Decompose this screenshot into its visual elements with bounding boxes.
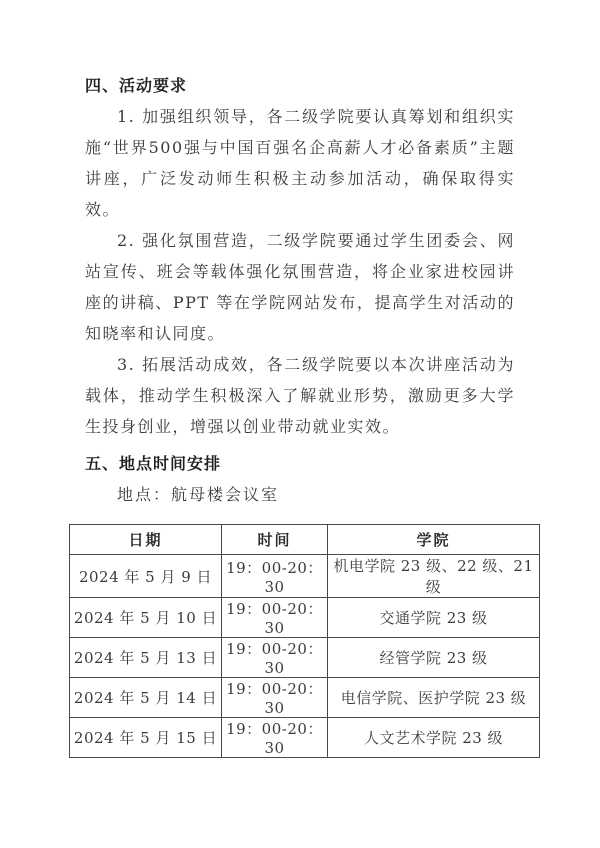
- date-cell: 2024 年 5 月 15 日: [70, 718, 222, 758]
- college-cell: 交通学院 23 级: [328, 598, 540, 638]
- table-row: [70, 555, 540, 598]
- section-4-heading: 四、活动要求: [85, 76, 188, 95]
- table-header-row: [70, 525, 540, 555]
- college-cell: 机电学院 23 级、22 级、21 级: [328, 555, 540, 598]
- column-header-college: 学院: [328, 525, 540, 555]
- table-row: [70, 598, 540, 638]
- table-row: [70, 718, 540, 758]
- date-cell: 2024 年 5 月 9 日: [70, 555, 222, 598]
- column-header-date: 日期: [70, 525, 222, 555]
- schedule-table: [69, 524, 540, 758]
- requirements-paragraph-1: 1. 加强组织领导，各二级学院要认真筹划和组织实施“世界500强与中国百强名企高薪人才必备素质”主题讲座，广泛发动师生积极主动参加活动，确保取得实效。: [85, 107, 515, 219]
- date-cell: 2024 年 5 月 10 日: [70, 598, 222, 638]
- college-cell: 电信学院、医护学院 23 级: [328, 678, 540, 718]
- time-cell: 19：00-20：30: [222, 598, 328, 638]
- column-header-time: 时间: [222, 525, 328, 555]
- date-cell: 2024 年 5 月 14 日: [70, 678, 222, 718]
- time-cell: 19：00-20：30: [222, 718, 328, 758]
- table-row: [70, 638, 540, 678]
- time-cell: 19：00-20：30: [222, 555, 328, 598]
- table-row: [70, 678, 540, 718]
- time-cell: 19：00-20：30: [222, 678, 328, 718]
- date-cell: 2024 年 5 月 13 日: [70, 638, 222, 678]
- requirements-paragraph-2: 2. 强化氛围营造，二级学院要通过学生团委会、网站宣传、班会等载体强化氛围营造，将企业家进校园讲座的讲稿、PPT 等在学院网站发布，提高学生对活动的知晓率和认同度。: [85, 231, 515, 343]
- requirements-paragraph-3: 3. 拓展活动成效，各二级学院要以本次讲座活动为载体，推动学生积极深入了解就业形势，激励更多大学生投身创业，增强以创业带动就业实效。: [85, 355, 515, 436]
- location-line: 地点：航母楼会议室: [117, 485, 280, 504]
- time-cell: 19：00-20：30: [222, 638, 328, 678]
- college-cell: 人文艺术学院 23 级: [328, 718, 540, 758]
- college-cell: 经管学院 23 级: [328, 638, 540, 678]
- section-5-heading: 五、地点时间安排: [85, 454, 222, 473]
